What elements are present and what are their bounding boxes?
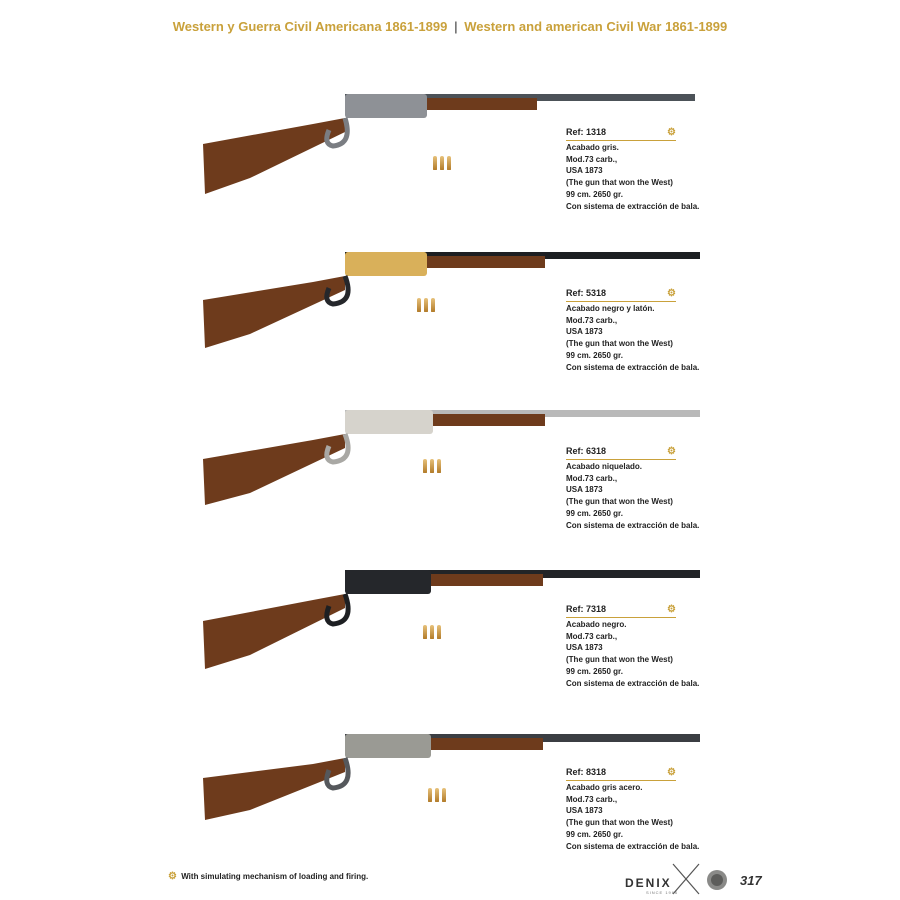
spec-line: Acabado niquelado. (566, 462, 643, 471)
ref-label: Ref: 1318 (566, 127, 607, 137)
ref-row (566, 767, 676, 781)
spec-line: Mod.73 carb., (566, 631, 618, 641)
spec-line: Acabado gris. (566, 143, 619, 152)
spec-line: Con sistema de extracción de bala. (566, 201, 700, 211)
spec-line: Acabado gris acero. (566, 783, 643, 792)
product-info (566, 767, 736, 852)
spec-line: USA 1873 (566, 806, 603, 816)
gears-icon: ⚙ (667, 446, 676, 457)
ref-label: Ref: 8318 (566, 767, 607, 777)
brand-sub: SINCE 1966 (646, 890, 679, 895)
spec-line: USA 1873 (566, 166, 603, 176)
rifle-forend (433, 414, 545, 426)
rifle-receiver (345, 734, 431, 758)
bullets-image (423, 459, 444, 478)
spec-line: Acabado negro y latón. (566, 304, 655, 313)
denix-logo (621, 862, 731, 896)
spec-line: (The gun that won the West) (566, 818, 673, 828)
footer-note (168, 871, 368, 882)
rifle-stock (203, 118, 345, 194)
rifle-receiver (345, 410, 433, 434)
header-separator: | (453, 19, 458, 34)
brand-name: DENIX (625, 876, 672, 890)
rifle-stock (203, 594, 345, 669)
ref-label: Ref: 6318 (566, 446, 607, 456)
gears-icon: ⚙ (667, 288, 676, 299)
page-header (0, 19, 900, 34)
rifle-forend (427, 98, 537, 110)
ref-label: Ref: 7318 (566, 604, 607, 614)
footer-note-text: With simulating mechanism of loading and firing. (181, 872, 369, 881)
bullets-image (428, 788, 449, 807)
spec-line: Mod.73 carb., (566, 315, 618, 325)
ref-row (566, 604, 676, 618)
rifle-receiver (345, 252, 427, 276)
spec-line: Mod.73 carb., (566, 473, 618, 483)
product-info (566, 127, 736, 212)
spec-line: USA 1873 (566, 643, 603, 653)
spec-line: Mod.73 carb., (566, 794, 618, 804)
spec-line: (The gun that won the West) (566, 339, 673, 349)
spec-line: Con sistema de extracción de bala. (566, 678, 700, 688)
gears-icon: ⚙ (667, 127, 676, 138)
product-info (566, 446, 736, 531)
ref-label: Ref: 5318 (566, 288, 607, 298)
spec-line: (The gun that won the West) (566, 655, 673, 665)
ref-row (566, 446, 676, 460)
rifle-stock (203, 758, 345, 820)
gears-icon: ⚙ (168, 871, 177, 882)
spec-line: 99 cm. 2650 gr. (566, 189, 623, 199)
spec-line: Con sistema de extracción de bala. (566, 841, 700, 851)
rifle-forend (427, 256, 545, 268)
gears-icon: ⚙ (667, 604, 676, 615)
rifle-stock (203, 276, 345, 348)
bullets-image (417, 298, 438, 317)
spec-line: 99 cm. 2650 gr. (566, 508, 623, 518)
spec-line: (The gun that won the West) (566, 178, 673, 188)
rifle-stock (203, 434, 345, 505)
spec-line: 99 cm. 2650 gr. (566, 829, 623, 839)
spec-line: USA 1873 (566, 327, 603, 337)
rifle-receiver (345, 570, 431, 594)
spec-line: Con sistema de extracción de bala. (566, 520, 700, 530)
header-title-es: Western y Guerra Civil Americana 1861-1899 (172, 19, 448, 34)
bullets-image (433, 156, 454, 175)
spec-line: USA 1873 (566, 485, 603, 495)
ref-row (566, 288, 676, 302)
spec-line: Acabado negro. (566, 620, 627, 629)
spec-line: 99 cm. 2650 gr. (566, 350, 623, 360)
spec-line: 99 cm. 2650 gr. (566, 666, 623, 676)
rifle-receiver (345, 94, 427, 118)
bullets-image (423, 625, 444, 644)
rifle-forend (431, 738, 543, 750)
ref-row (566, 127, 676, 141)
spec-line: Con sistema de extracción de bala. (566, 362, 700, 372)
spec-line: (The gun that won the West) (566, 497, 673, 507)
product-info (566, 604, 736, 689)
spec-line: Mod.73 carb., (566, 154, 618, 164)
product-info (566, 288, 736, 373)
gears-icon: ⚙ (667, 767, 676, 778)
rifle-forend (431, 574, 543, 586)
header-title-en: Western and american Civil War 1861-1899 (464, 19, 728, 34)
page-number: 317 (740, 873, 762, 888)
